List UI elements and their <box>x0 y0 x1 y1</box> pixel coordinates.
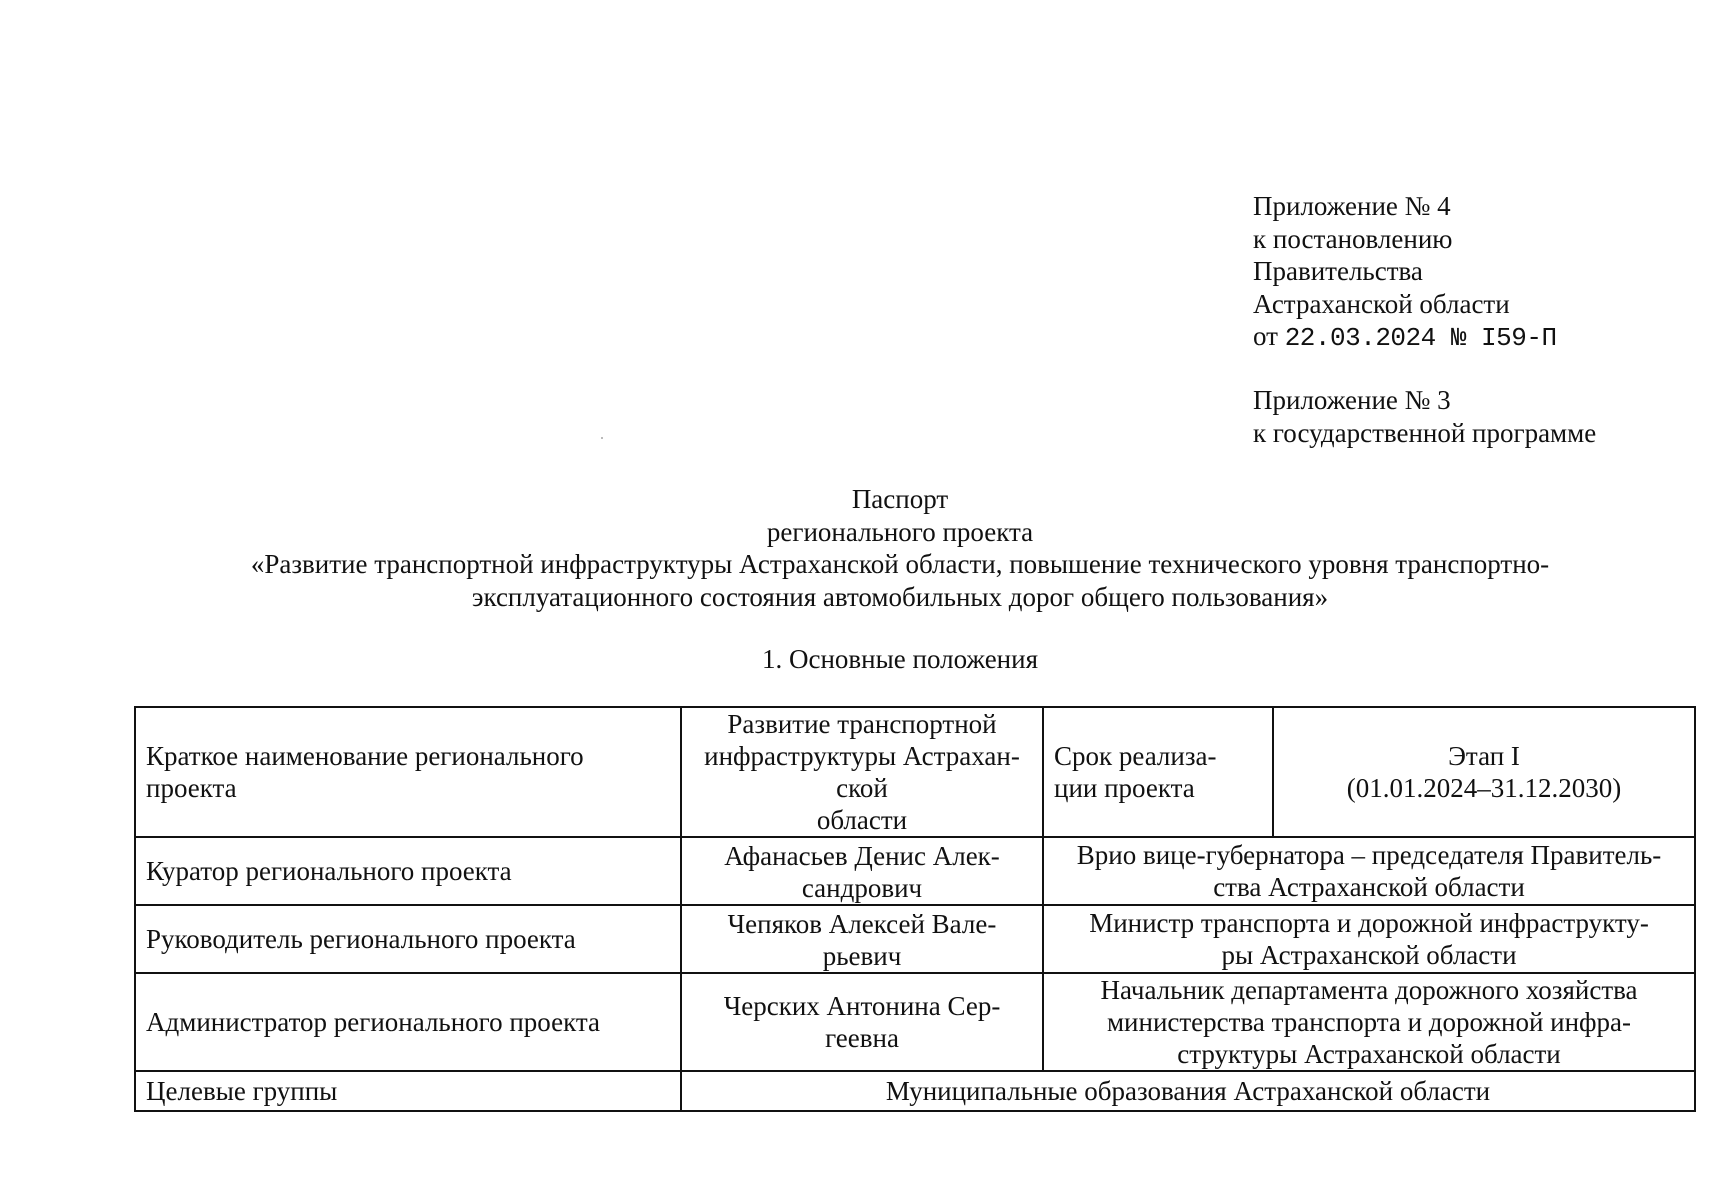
appendix-4-date-number: 22.03.2024 № I59-П <box>1284 323 1557 353</box>
curator-label: Куратор регионального проекта <box>135 837 681 905</box>
appendix-3-header <box>1253 384 1596 449</box>
table-row <box>135 837 1695 905</box>
appendix-3-line-2: к государственной программе <box>1253 417 1597 448</box>
administrator-name: Черских Антонина Сер- геевна <box>681 973 1043 1071</box>
manager-position: Министр транспорта и дорожной инфраструкту- ры Астраханской области <box>1043 905 1695 973</box>
document-title <box>150 483 1650 613</box>
appendix-4-date-prefix: от <box>1253 321 1278 351</box>
appendix-4-header <box>1253 190 1557 355</box>
curator-position: Врио вице-губернатора – председателя Правитель- ства Астраханской области <box>1043 837 1695 905</box>
administrator-position: Начальник департамента дорожного хозяйства министерства транспорта и дорожной инфра- структуры Астраханской области <box>1043 973 1695 1071</box>
table-row <box>135 1071 1695 1111</box>
title-line-3: «Развитие транспортной инфраструктуры Астраханской области, повышение технического уровня транспортно- <box>250 549 1550 579</box>
short-name-value: Развитие транспортной инфраструктуры Астрахан- ской области <box>681 707 1043 837</box>
title-line-1: Паспорт <box>851 484 949 514</box>
table-row <box>135 905 1695 973</box>
target-groups-value: Муниципальные образования Астраханской области <box>681 1071 1695 1111</box>
term-label: Срок реализа- ции проекта <box>1043 707 1273 837</box>
appendix-3-line-1: Приложение № 3 <box>1253 385 1451 415</box>
curator-name: Афанасьев Денис Алек- сандрович <box>681 837 1043 905</box>
table-row <box>135 707 1695 837</box>
appendix-4-line-3: Правительства <box>1253 256 1423 286</box>
manager-name: Чепяков Алексей Вале- рьевич <box>681 905 1043 973</box>
passport-table <box>134 706 1696 1112</box>
section-heading: 1. Основные положения <box>762 644 1038 674</box>
target-groups-label: Целевые группы <box>135 1071 681 1111</box>
term-value: Этап I (01.01.2024–31.12.2030) <box>1273 707 1695 837</box>
table-row <box>135 973 1695 1071</box>
appendix-4-line-4: Астраханской области <box>1253 288 1510 319</box>
title-line-2: регионального проекта <box>766 516 1034 547</box>
title-line-4: эксплуатационного состояния автомобильных дорог общего пользования» <box>471 581 1329 612</box>
appendix-4-date-line <box>1253 320 1557 355</box>
short-name-label: Краткое наименование регионального проекта <box>135 707 681 837</box>
appendix-4-line-1: Приложение № 4 <box>1253 191 1451 221</box>
scan-speck <box>601 437 603 439</box>
administrator-label: Администратор регионального проекта <box>135 973 681 1071</box>
appendix-4-line-2: к постановлению <box>1253 223 1453 254</box>
manager-label: Руководитель регионального проекта <box>135 905 681 973</box>
